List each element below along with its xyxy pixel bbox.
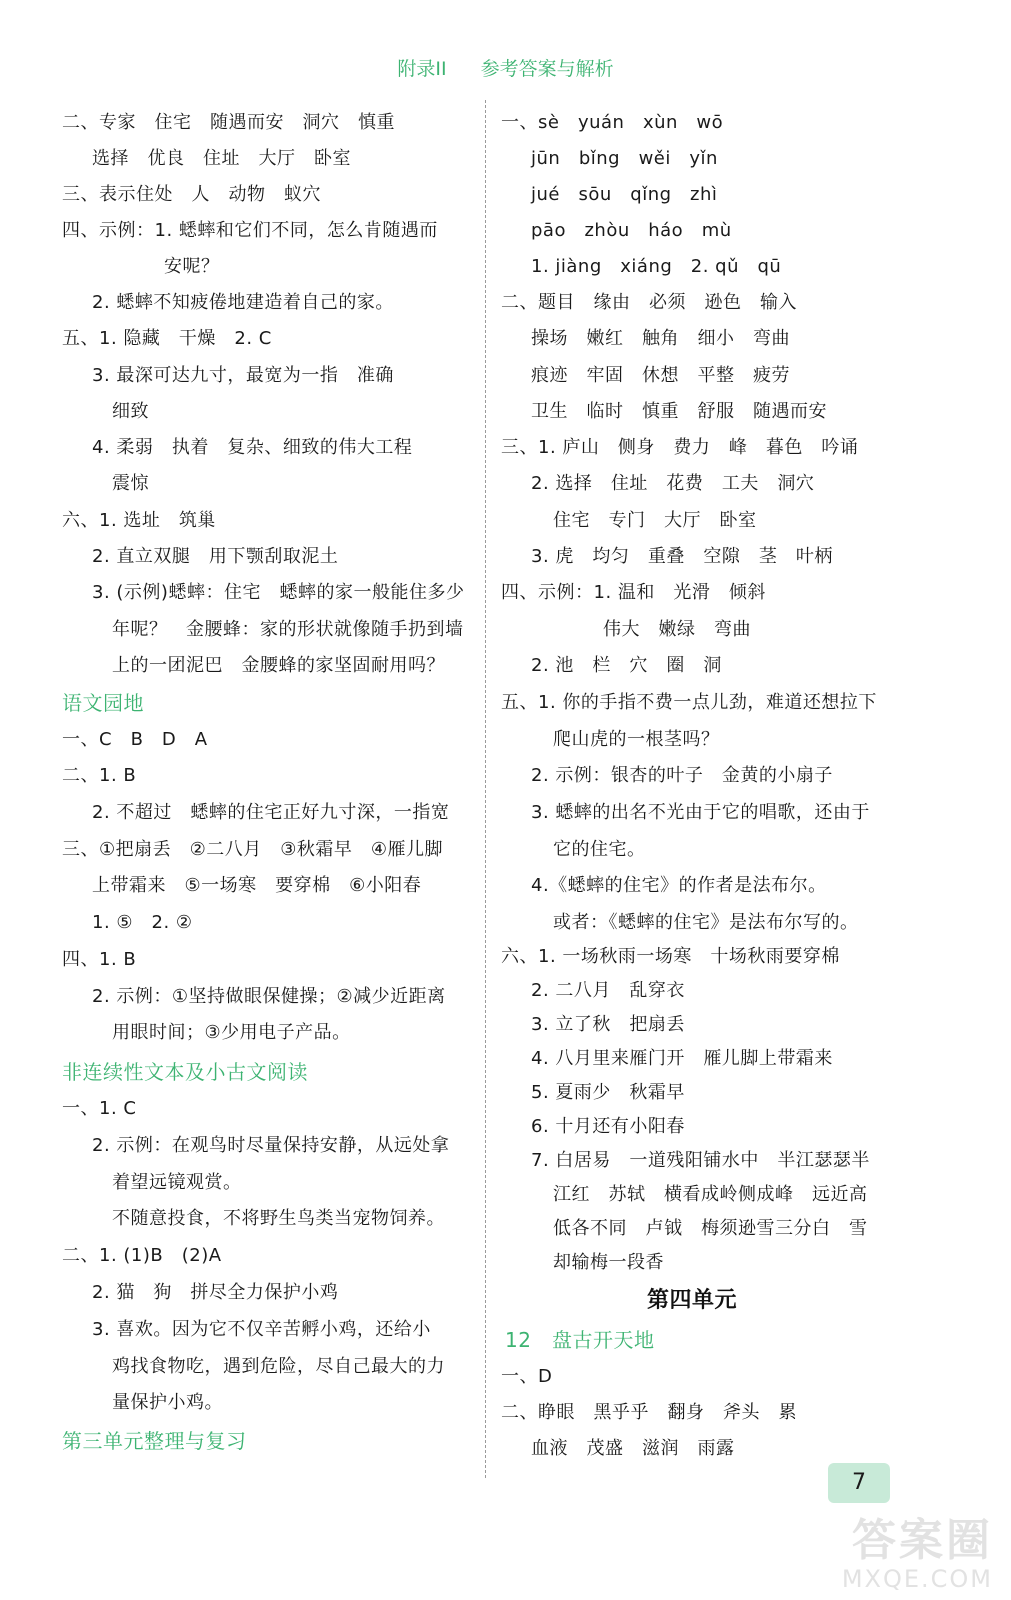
answer-line: 四、示例：1. 温和 光滑 倾斜 — [501, 582, 766, 603]
answer-line: 年呢？ 金腰蜂：家的形状就像随手扔到墙 — [112, 619, 464, 640]
section-title: 12 盘古开天地 — [505, 1328, 655, 1352]
watermark-logo — [842, 1517, 993, 1592]
answer-line: 2. 二八月 乱穿衣 — [531, 980, 685, 1001]
answer-line: 量保护小鸡。 — [112, 1392, 223, 1413]
unit-heading: 第四单元 — [647, 1288, 738, 1313]
answer-line: 却输梅一段香 — [553, 1252, 664, 1273]
answer-line: 操场 嫩红 触角 细小 弯曲 — [531, 328, 790, 349]
answer-line: 1. jiàng xiáng 2. qǔ qū — [531, 256, 782, 277]
answer-line: 二、题目 缘由 必须 逊色 输入 — [501, 292, 797, 313]
answer-line: 痕迹 牢固 休想 平整 疲劳 — [531, 365, 790, 386]
answer-line: 2. 猫 狗 拼尽全力保护小鸡 — [92, 1282, 339, 1303]
answer-line: 鸡找食物吃，遇到危险，尽自己最大的力 — [112, 1356, 445, 1377]
answer-line: 2. 池 栏 穴 圈 洞 — [531, 655, 722, 676]
answer-line: 低各不同 卢钺 梅须逊雪三分白 雪 — [553, 1218, 868, 1239]
answer-line: 不随意投食，不将野生鸟类当宠物饲养。 — [112, 1208, 445, 1229]
answer-line: 二、1. (1)B (2)A — [62, 1245, 222, 1266]
answer-line: 2. 选择 住址 花费 工夫 洞穴 — [531, 473, 815, 494]
answer-line: 2. 不超过 蟋蟀的住宅正好九寸深，一指宽 — [92, 802, 450, 823]
answer-line: 3. 最深可达九寸，最宽为一指 准确 — [92, 365, 394, 386]
answer-line: 五、1. 你的手指不费一点儿劲，难道还想拉下 — [501, 692, 877, 713]
answer-line: 安呢？ — [164, 256, 220, 277]
answer-line: jué sōu qǐng zhì — [531, 184, 718, 205]
header-title: 参考答案与解析 — [480, 58, 614, 80]
answer-line: 爬山虎的一根茎吗？ — [553, 729, 720, 750]
answer-line: 三、表示住处 人 动物 蚁穴 — [62, 184, 321, 205]
answer-line: 3. 蟋蟀的出名不光由于它的唱歌，还由于 — [531, 802, 870, 823]
answer-line: 六、1. 选址 筑巢 — [62, 510, 216, 531]
answer-line: 3. (示例)蟋蟀：住宅 蟋蟀的家一般能住多少 — [92, 582, 465, 603]
answer-line: 4. 柔弱 执着 复杂、细致的伟大工程 — [92, 437, 413, 458]
answer-line: 2. 示例：在观鸟时尽量保持安静，从远处拿 — [92, 1135, 450, 1156]
answer-line: 一、1. C — [62, 1098, 137, 1119]
answer-line: 一、C B D A — [62, 729, 208, 750]
answer-line: 它的住宅。 — [553, 839, 646, 860]
answer-line: 选择 优良 住址 大厅 卧室 — [92, 148, 351, 169]
answer-line: 一、sè yuán xùn wō — [501, 112, 724, 133]
appendix-label: 附录II — [397, 58, 447, 80]
answer-line: 卫生 临时 慎重 舒服 随遇而安 — [531, 401, 827, 422]
answer-line: 伟大 嫩绿 弯曲 — [603, 619, 751, 640]
answer-line: 二、1. B — [62, 765, 137, 786]
column-divider — [485, 100, 486, 1478]
answer-line: 2. 示例：银杏的叶子 金黄的小扇子 — [531, 765, 833, 786]
answer-line: 3. 喜欢。因为它不仅辛苦孵小鸡，还给小 — [92, 1319, 431, 1340]
answer-line: 用眼时间；③少用电子产品。 — [112, 1022, 351, 1043]
answer-line: 2. 蟋蟀不知疲倦地建造着自己的家。 — [92, 292, 394, 313]
section-title: 第三单元整理与复习 — [62, 1429, 247, 1453]
answer-line: 住宅 专门 大厅 卧室 — [553, 510, 757, 531]
answer-line: 细致 — [112, 401, 149, 422]
answer-line: 二、睁眼 黑乎乎 翻身 斧头 累 — [501, 1402, 797, 1423]
answer-line: 4.《蟋蟀的住宅》的作者是法布尔。 — [531, 875, 827, 896]
answer-line: 1. ⑤ 2. ② — [92, 912, 193, 933]
watermark-text: 答案圈 — [852, 1515, 993, 1567]
answer-line: 三、1. 庐山 侧身 费力 峰 暮色 吟诵 — [501, 437, 859, 458]
answer-line: 4. 八月里来雁门开 雁儿脚上带霜来 — [531, 1048, 833, 1069]
answer-line: 着望远镜观赏。 — [112, 1172, 242, 1193]
answer-line: 3. 立了秋 把扇丢 — [531, 1014, 685, 1035]
answer-line: 六、1. 一场秋雨一场寒 十场秋雨要穿棉 — [501, 946, 840, 967]
answer-line: 四、示例：1. 蟋蟀和它们不同，怎么肯随遇而 — [62, 220, 438, 241]
answer-line: pāo zhòu háo mù — [531, 220, 732, 241]
answer-line: 3. 虎 均匀 重叠 空隙 茎 叶柄 — [531, 546, 833, 567]
section-title: 非连续性文本及小古文阅读 — [62, 1060, 308, 1084]
answer-line: 三、①把扇丢 ②二八月 ③秋霜早 ④雁儿脚 — [62, 839, 444, 860]
watermark-url: MXQE.COM — [841, 1564, 993, 1593]
answer-line: 一、D — [501, 1366, 553, 1387]
section-title: 语文园地 — [62, 691, 144, 715]
answer-line: 或者：《蟋蟀的住宅》是法布尔写的。 — [553, 912, 859, 933]
answer-line: 四、1. B — [62, 949, 137, 970]
answer-line: 二、专家 住宅 随遇而安 洞穴 慎重 — [62, 112, 395, 133]
answer-line: 江红 苏轼 横看成岭侧成峰 远近高 — [553, 1184, 868, 1205]
answer-line: 震惊 — [112, 473, 149, 494]
page-number: 7 — [828, 1463, 890, 1503]
answer-line: 血液 茂盛 滋润 雨露 — [531, 1438, 735, 1459]
answer-line: 5. 夏雨少 秋霜早 — [531, 1082, 685, 1103]
answer-line: jūn bǐng wěi yǐn — [531, 148, 718, 169]
answer-line: 2. 示例：①坚持做眼保健操；②减少近距离 — [92, 986, 446, 1007]
answer-line: 2. 直立双腿 用下颚刮取泥土 — [92, 546, 339, 567]
answer-line: 上的一团泥巴 金腰蜂的家坚固耐用吗？ — [112, 655, 445, 676]
answer-line: 7. 白居易 一道残阳铺水中 半江瑟瑟半 — [531, 1150, 870, 1171]
answer-line: 6. 十月还有小阳春 — [531, 1116, 685, 1137]
page-header — [0, 54, 1011, 81]
answer-line: 上带霜来 ⑤一场寒 要穿棉 ⑥小阳春 — [92, 875, 422, 896]
answer-line: 五、1. 隐藏 干燥 2. C — [62, 328, 272, 349]
